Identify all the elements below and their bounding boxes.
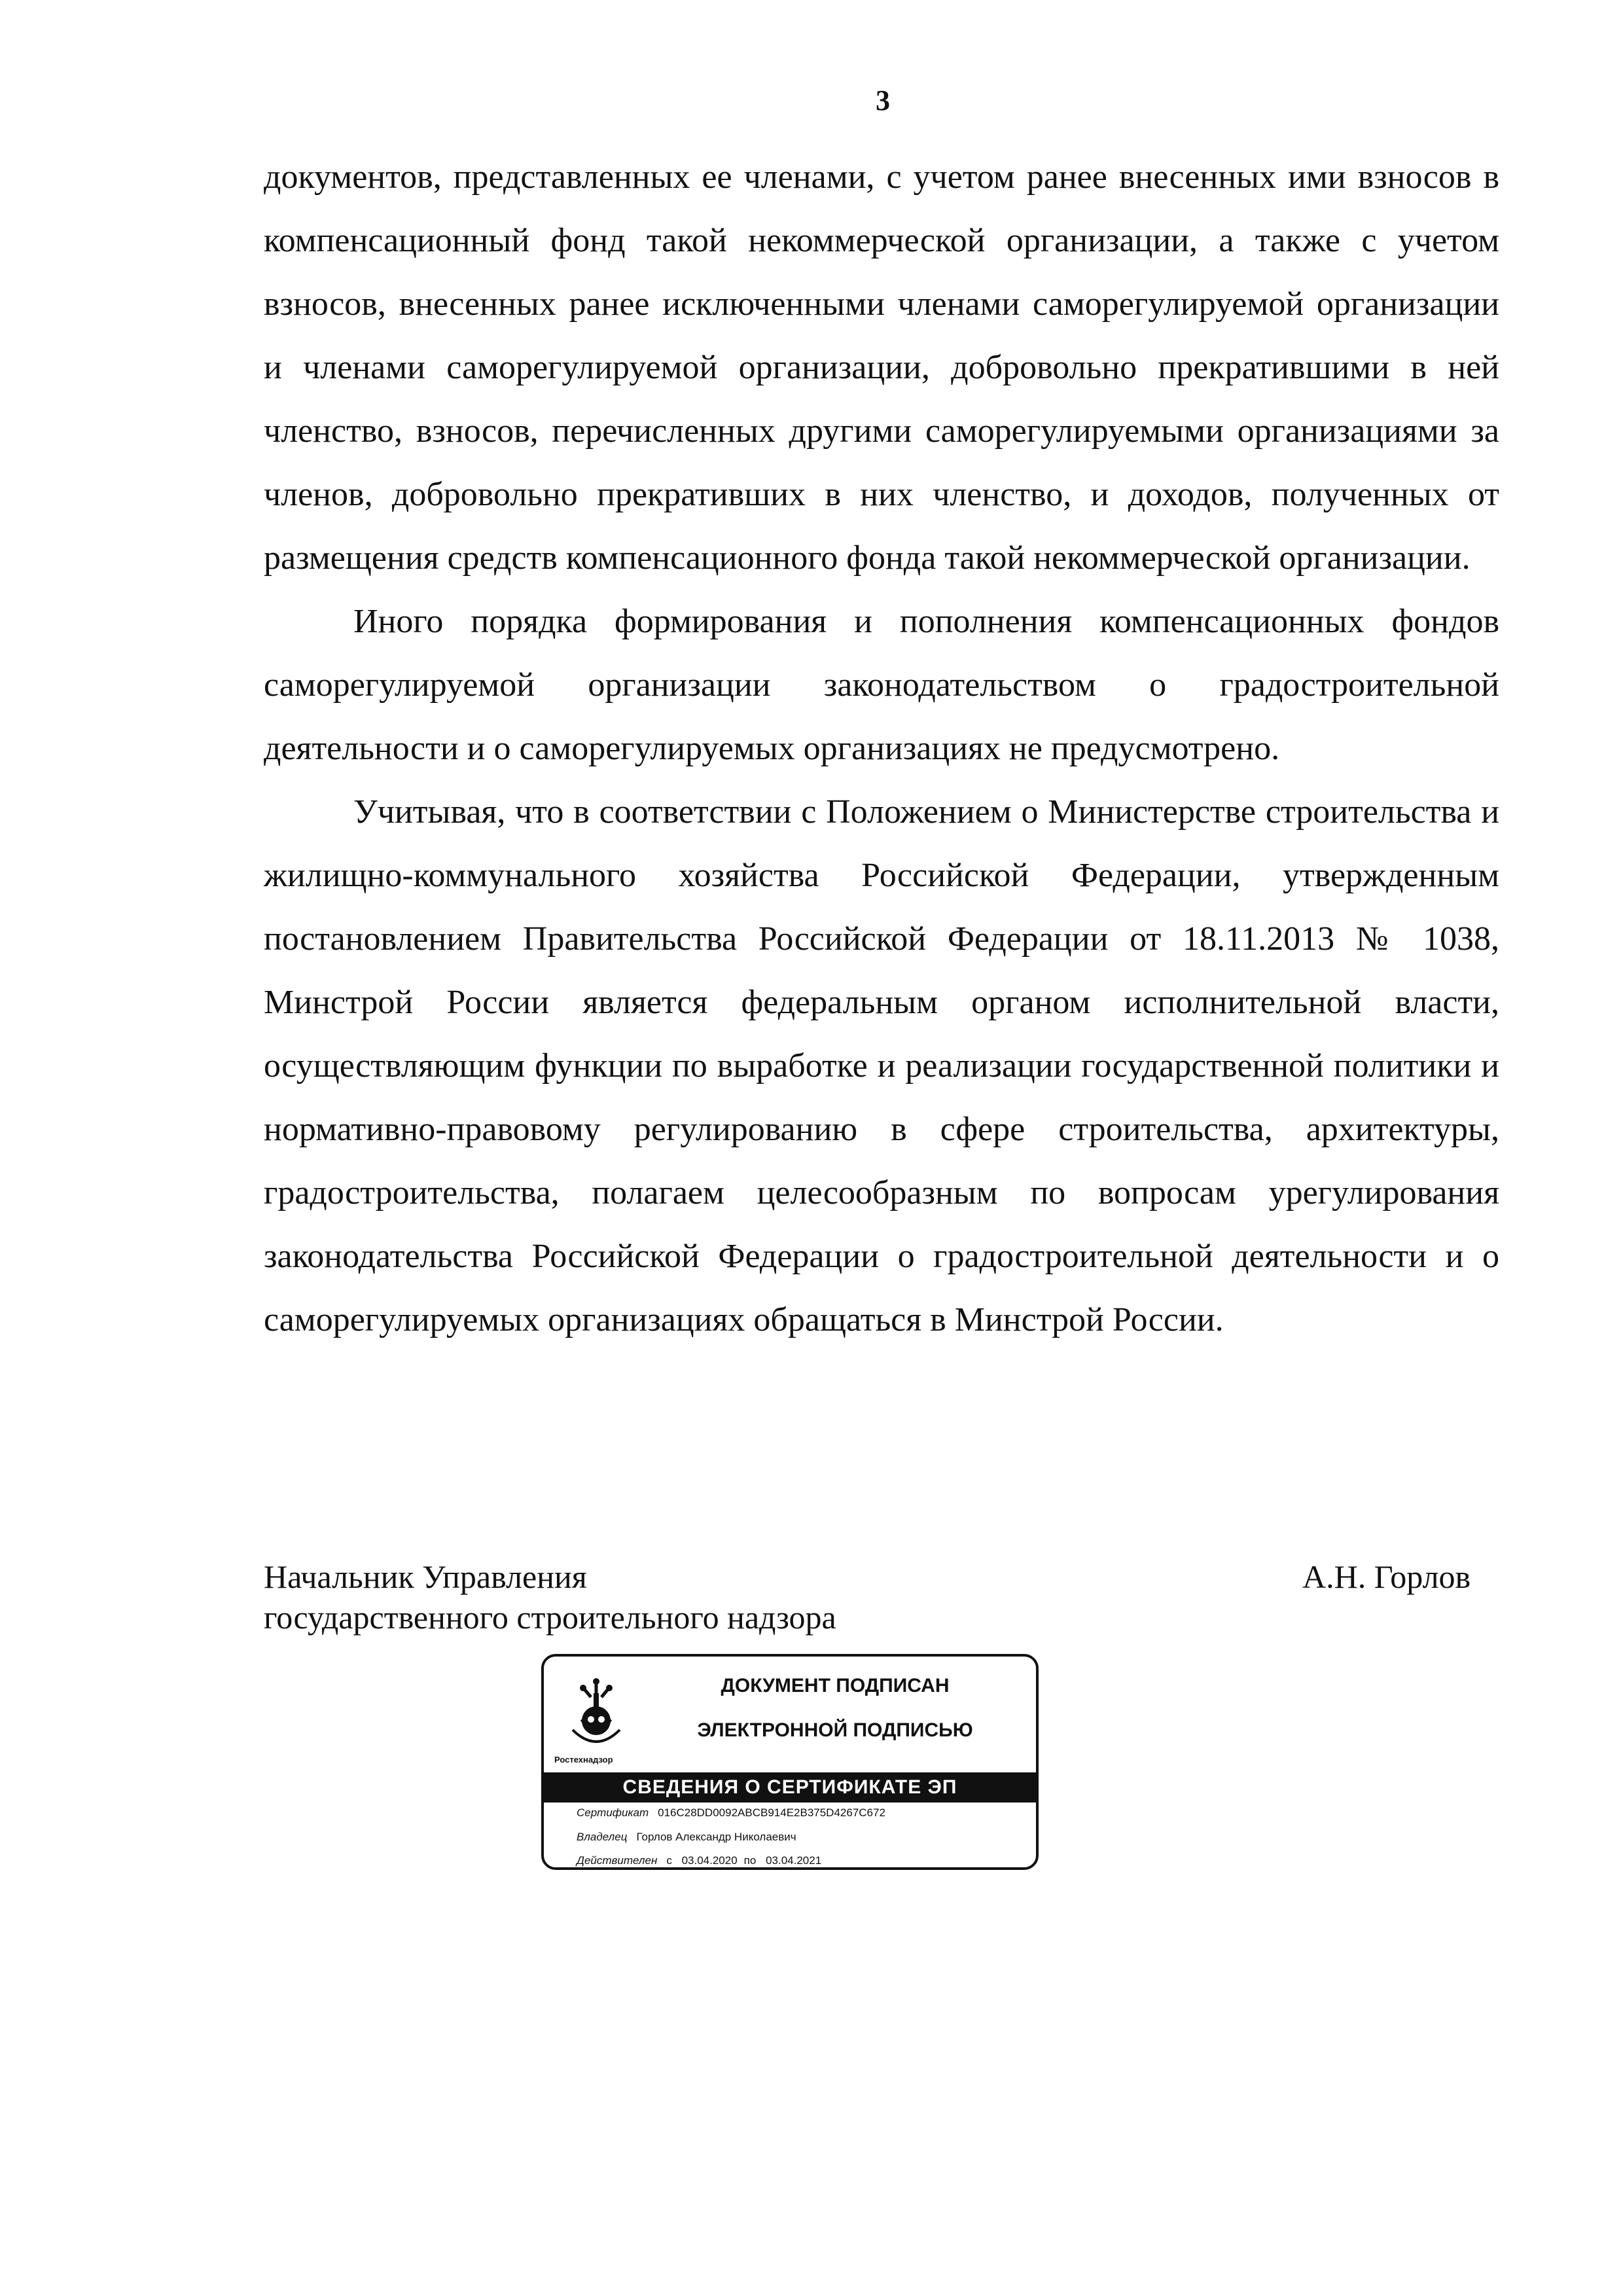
stamp-certificate-header: СВЕДЕНИЯ О СЕРТИФИКАТЕ ЭП	[544, 1772, 1036, 1803]
stamp-title-line1: ДОКУМЕНТ ПОДПИСАН	[721, 1675, 950, 1696]
valid-from-value: 03.04.2020	[681, 1854, 738, 1867]
electronic-signature-stamp	[541, 1654, 1039, 1870]
validity-label: Действителен	[577, 1854, 658, 1867]
page-number: 3	[876, 84, 890, 117]
valid-to-value: 03.04.2021	[766, 1854, 822, 1867]
owner-value: Горлов Александр Николаевич	[636, 1831, 796, 1843]
signer-name: А.Н. Горлов	[1302, 1558, 1471, 1595]
certificate-label: Сертификат	[577, 1806, 649, 1819]
stamp-validity-row	[577, 1854, 828, 1867]
valid-from-label: с	[666, 1854, 672, 1867]
stamp-owner-row	[577, 1831, 796, 1844]
paragraph-continued: документов, представленных ее членами, с учетом ранее внесенных ими взносов в компенсационный фонд такой некоммерческой организации, а также с учетом взносов, внесенных ранее исключенными членами саморегулируемой организации и членами саморегулируемой организации, добровольно прекратившими в ней членство, взносов, перечисленных другими саморегулируемыми организациями за членов, добровольно прекративших в них членство, и доходов, полученных от размещения средств компенсационного фонда такой некоммерческой организации.	[264, 158, 1499, 577]
signer-position-line2: государственного строительного надзора	[264, 1599, 836, 1636]
paragraph-no-other-procedure: Иного порядка формирования и пополнения компенсационных фондов саморегулируемой организации законодательством о градостроительной деятельности и о саморегулируемых организациях не предусмотрено.	[264, 603, 1499, 767]
stamp-certificate-row	[577, 1806, 885, 1820]
rostekhnadzor-emblem-icon	[558, 1674, 637, 1752]
owner-label: Владелец	[577, 1831, 628, 1843]
certificate-value: 016C28DD0092ABCB914E2B375D4267C672	[658, 1806, 885, 1819]
stamp-title-line2: ЭЛЕКТРОННОЙ ПОДПИСЬЮ	[697, 1719, 973, 1741]
signer-position	[264, 1556, 836, 1638]
letter-body	[264, 145, 1499, 1352]
signer-position-line1: Начальник Управления	[264, 1558, 587, 1595]
paragraph-minstroy: Учитывая, что в соответствии с Положением о Министерстве строительства и жилищно-коммунального хозяйства Российской Федерации, утвержденным постановлением Правительства Российской Федерации от 18.11.2013 № 1038, Минстрой России является федеральным органом исполнительной власти, осуществляющим функции по выработке и реализации государственной политики и нормативно-правовому регулированию в сфере строительства, архитектуры, градостроительства, полагаем целесообразным по вопросам урегулирования законодательства Российской Федерации о градостроительной деятельности и о саморегулируемых организациях обращаться в Минстрой России.	[264, 793, 1499, 1338]
stamp-org-name: Ростехнадзор	[554, 1755, 613, 1765]
valid-to-label: по	[743, 1854, 757, 1867]
